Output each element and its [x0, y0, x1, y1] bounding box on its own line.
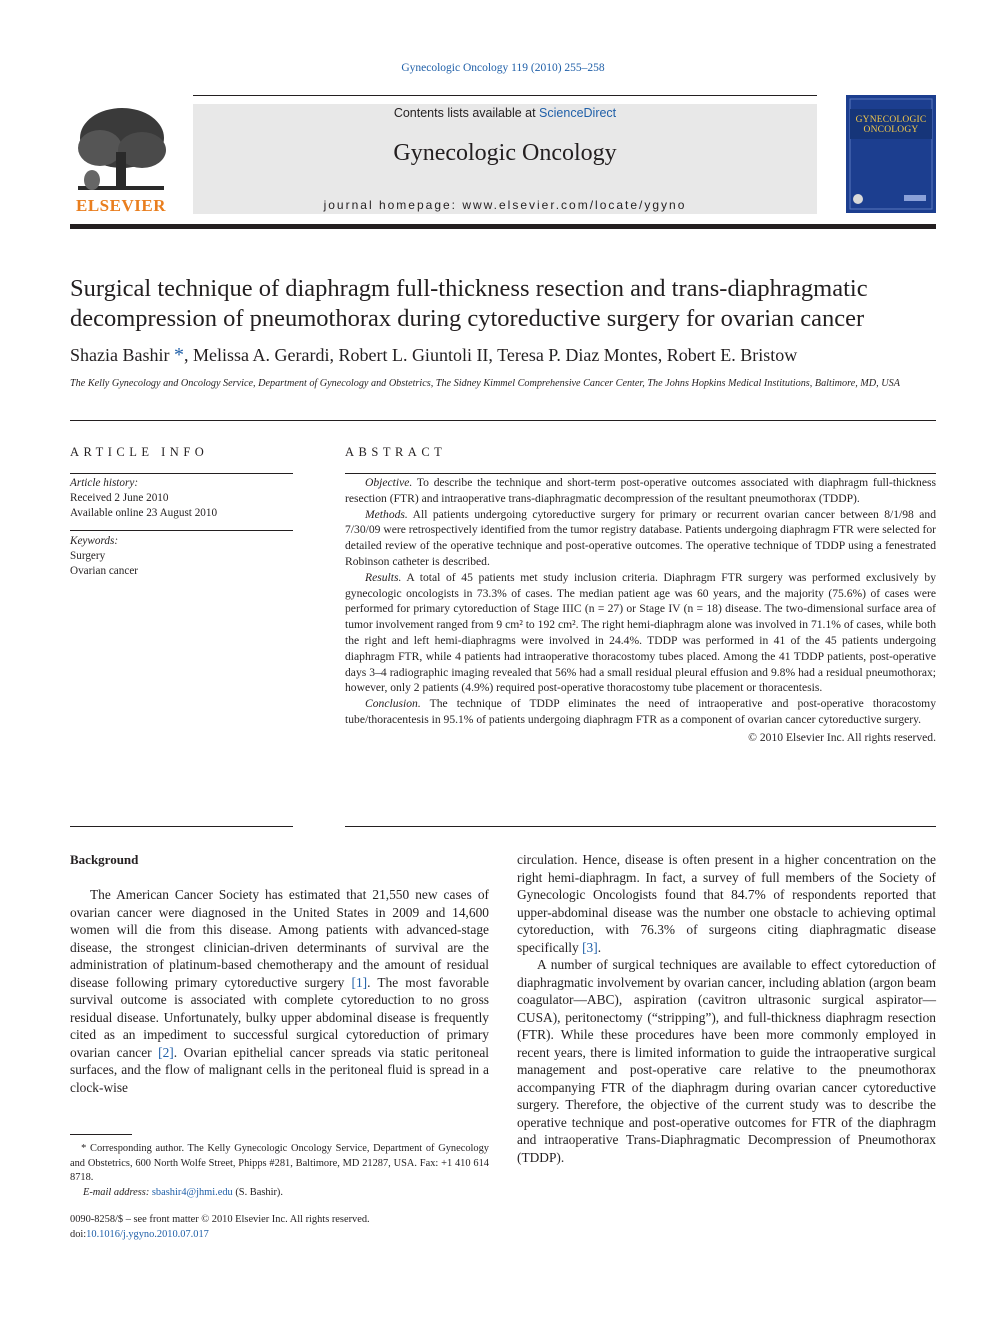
article-info-heading: ARTICLE INFO [70, 445, 209, 459]
email-label: E-mail address: [83, 1186, 150, 1198]
keywords-label: Keywords: [70, 535, 119, 547]
history-label: Article history: [70, 477, 139, 489]
body-text: The American Cancer Society has estimated that 21,550 new cases of ovarian cancer were diagnosed in the United States in 2009 and 14,600 women will die from this disease. Among patients with advanced-stage disease, the strongest clinician-driven determinants of survival are the administration of platinum-based chemotherapy and the amount of residual disease following primary cytoreductive surgery [70, 887, 489, 990]
keyword-item: Surgery [70, 550, 106, 562]
copyright-notice: © 2010 Elsevier Inc. All rights reserved. [748, 730, 936, 744]
methods-text: All patients undergoing cytoreductive surgery for primary or recurrent ovarian cancer between 8/1/98 and 7/30/09 were retrospectively identified from the tumor registry database. Patients undergoing diaphragm FTR were selected for detailed review of the operative technique and post-operative outcomes. The operative technique of TDDP using a fenestrated Robinson catheter is described. [345, 507, 936, 568]
first-author: Shazia Bashir [70, 345, 170, 365]
body-column-right [517, 851, 936, 1166]
other-authors: , Melissa A. Gerardi, Robert L. Giuntoli II, Teresa P. Diaz Montes, Robert E. Bristow [183, 345, 798, 365]
journal-citation-link[interactable]: Gynecologic Oncology 119 (2010) 255–258 [401, 62, 605, 74]
abstract-rule [345, 473, 936, 474]
info-rule [70, 826, 293, 827]
header-rule [70, 224, 936, 229]
abstract-body [345, 475, 936, 746]
sciencedirect-link[interactable]: ScienceDirect [539, 106, 617, 120]
results-label: Results. [365, 570, 402, 584]
journal-cover-thumbnail [846, 95, 936, 213]
cover-title [846, 115, 936, 135]
info-rule [70, 473, 293, 474]
article-title: Surgical technique of diaphragm full-thickness resection and trans-diaphragmatic decompression of pneumothorax during cytoreductive surgery for ovarian cancer [70, 275, 868, 332]
abstract-methods [345, 507, 936, 570]
info-rule [70, 530, 293, 531]
corresponding-author-mark[interactable]: * [173, 344, 184, 366]
journal-homepage[interactable]: journal homepage: www.elsevier.com/locate/ygyno [323, 198, 687, 212]
body-text: . Ovarian epithelial cancer spreads via static peritoneal surfaces, and the flow of malignant cells in the peritoneal fluid is spread in a clock-wise [70, 1044, 489, 1095]
methods-label: Methods. [365, 507, 408, 521]
journal-name: Gynecologic Oncology [393, 140, 617, 166]
reference-link-3[interactable]: [3] [582, 939, 598, 955]
objective-text: To describe the technique and short-term post-operative outcomes associated with diaphragm full-thickness resection (FTR) and intraoperative trans-diaphragmatic decompression of the resultant pneumothorax (TDDP). [345, 476, 936, 505]
abstract-results [345, 570, 936, 696]
contents-prefix: Contents lists available at [393, 106, 540, 120]
email-suffix: (S. Bashir). [232, 1186, 283, 1198]
issn-line: 0090-8258/$ – see front matter © 2010 Elsevier Inc. All rights reserved. [70, 1214, 370, 1225]
keywords [70, 534, 293, 579]
doi-label: doi: [70, 1228, 87, 1240]
affiliation: The Kelly Gynecology and Oncology Service, Department of Gynecology and Obstetrics, The Sidney Kimmel Comprehensive Cancer Center, The Johns Hopkins Medical Institutions, Baltimore, MD, USA [70, 378, 900, 389]
footnote-email [70, 1186, 489, 1201]
article-history [70, 476, 293, 521]
body-paragraph: A number of surgical techniques are available to effect cytoreduction of diaphragmatic involvement by ovarian cancer, including ablation (argon beam coagulator—ABC), aspiration (cavitron ultrasonic surgical aspirator—CUSA), peritonectomy (“stripping”), and full-thickness diaphragm resection (FTR). While these procedures have been more commonly employed in recent years, there is limited information to guide the intraoperative surgical management and post-operative care relative to the pneumothorax accompanying FTR of the diaphragm during ovarian cancer cytoreductive surgery. Therefore, the objective of the current study was to describe the operative technique and post-operative outcomes for FTR of the diaphragm and intraoperative Trans-Diaphragmatic Decompression of Pneumothorax (TDDP). [517, 957, 937, 1165]
conclusion-label: Conclusion. [365, 697, 421, 711]
corresponding-author-footnote [70, 1142, 489, 1200]
abstract-heading: ABSTRACT [345, 445, 447, 459]
body-column-left [70, 886, 489, 1096]
body-paragraph [517, 851, 936, 956]
abstract-bottom-rule [345, 826, 936, 827]
objective-label: Objective. [365, 476, 413, 489]
section-heading-background: Background [70, 852, 139, 867]
title-rule [70, 420, 936, 421]
body-text: circulation. Hence, disease is often present in a higher concentration on the right hemi-diaphragm. In fact, a survey of full members of the Society of Gynecologic Oncologists found that 84.7% of respondents reported that upper-abdominal disease was the number one obstacle to achieving optimal cytoreduction, with 76.3% of surgeons citing diaphragmatic disease specifically [517, 852, 936, 955]
body-text: . The most favorable survival outcome is associated with complete cytoreduction to no gross residual disease. Unfortunately, bulky upper abdominal disease is frequently cited as an impediment to successful surgical cytoreduction of primary ovarian cancer [70, 974, 489, 1060]
elsevier-wordmark: ELSEVIER [76, 196, 166, 215]
contents-line [193, 106, 817, 120]
banner-top-rule [193, 95, 817, 96]
email-link[interactable]: sbashir4@jhmi.edu [151, 1186, 233, 1198]
results-text: A total of 45 patients met study inclusion criteria. Diaphragm FTR surgery was performed exclusively by gynecologic oncologists in 73.3% of cases. The median patient age was 60 years, and the majority (75.6%) of cases were performed for primary cytoreduction of Stage IIIC (n = 27) or Stage IV (n = 18) disease. The two-dimensional surface area of tumor involvement ranged from 9 cm² to 192 cm². The right hemi-diaphragm alone was involved in 71.1% of cases, while both the right and left hemi-diaphragms were involved in 24.4%. TDDP was performed in 41 of the 45 patients undergoing diaphragm FTR, while 4 patients had intraoperative thoracostomy tubes placed. Among the 41 TDDP patients, post-operative days 3–4 radiographic imaging revealed that 56% had a small residual pleural effusion and 9.8% had a residual pneumothorax; however, only 2 patients (4.9%) required post-operative thoracostomy tube placement or thoracentesis. [345, 570, 936, 695]
footnote-mark: * [81, 1143, 87, 1154]
received-date: Received 2 June 2010 [70, 492, 169, 504]
doi-line [70, 1228, 570, 1243]
footnote-text [70, 1142, 489, 1186]
available-date: Available online 23 August 2010 [70, 507, 218, 519]
author-list [70, 344, 936, 367]
body-text: . [597, 939, 602, 955]
doi-link[interactable]: 10.1016/j.ygyno.2010.07.017 [86, 1228, 209, 1240]
cover-title-line-2: ONCOLOGY [863, 125, 919, 135]
body-paragraph [70, 886, 489, 1096]
abstract-objective [345, 475, 936, 507]
reference-link-1[interactable]: [1] [351, 974, 368, 990]
conclusion-text: The technique of TDDP eliminates the need of intraoperative and post-operative thoracostomy tube/thoracentesis in 95.1% of patients undergoing diaphragm FTR as a component of ovarian cancer cytoreductive surgery. [345, 697, 936, 726]
reference-link-2[interactable]: [2] [158, 1044, 174, 1060]
footnote-body: Corresponding author. The Kelly Gynecologic Oncology Service, Department of Gynecology and Obstetrics, 600 North Wolfe Street, Phipps #281, Baltimore, MD 21287, USA. Fax: +1 410 614 8718. [70, 1143, 490, 1183]
abstract-conclusion [345, 696, 936, 728]
cover-art [846, 95, 936, 213]
issn-doi-block [70, 1213, 570, 1242]
footnote-rule [70, 1134, 132, 1135]
keyword-item: Ovarian cancer [70, 565, 139, 577]
cover-title-line-1: GYNECOLOGIC [855, 115, 927, 125]
